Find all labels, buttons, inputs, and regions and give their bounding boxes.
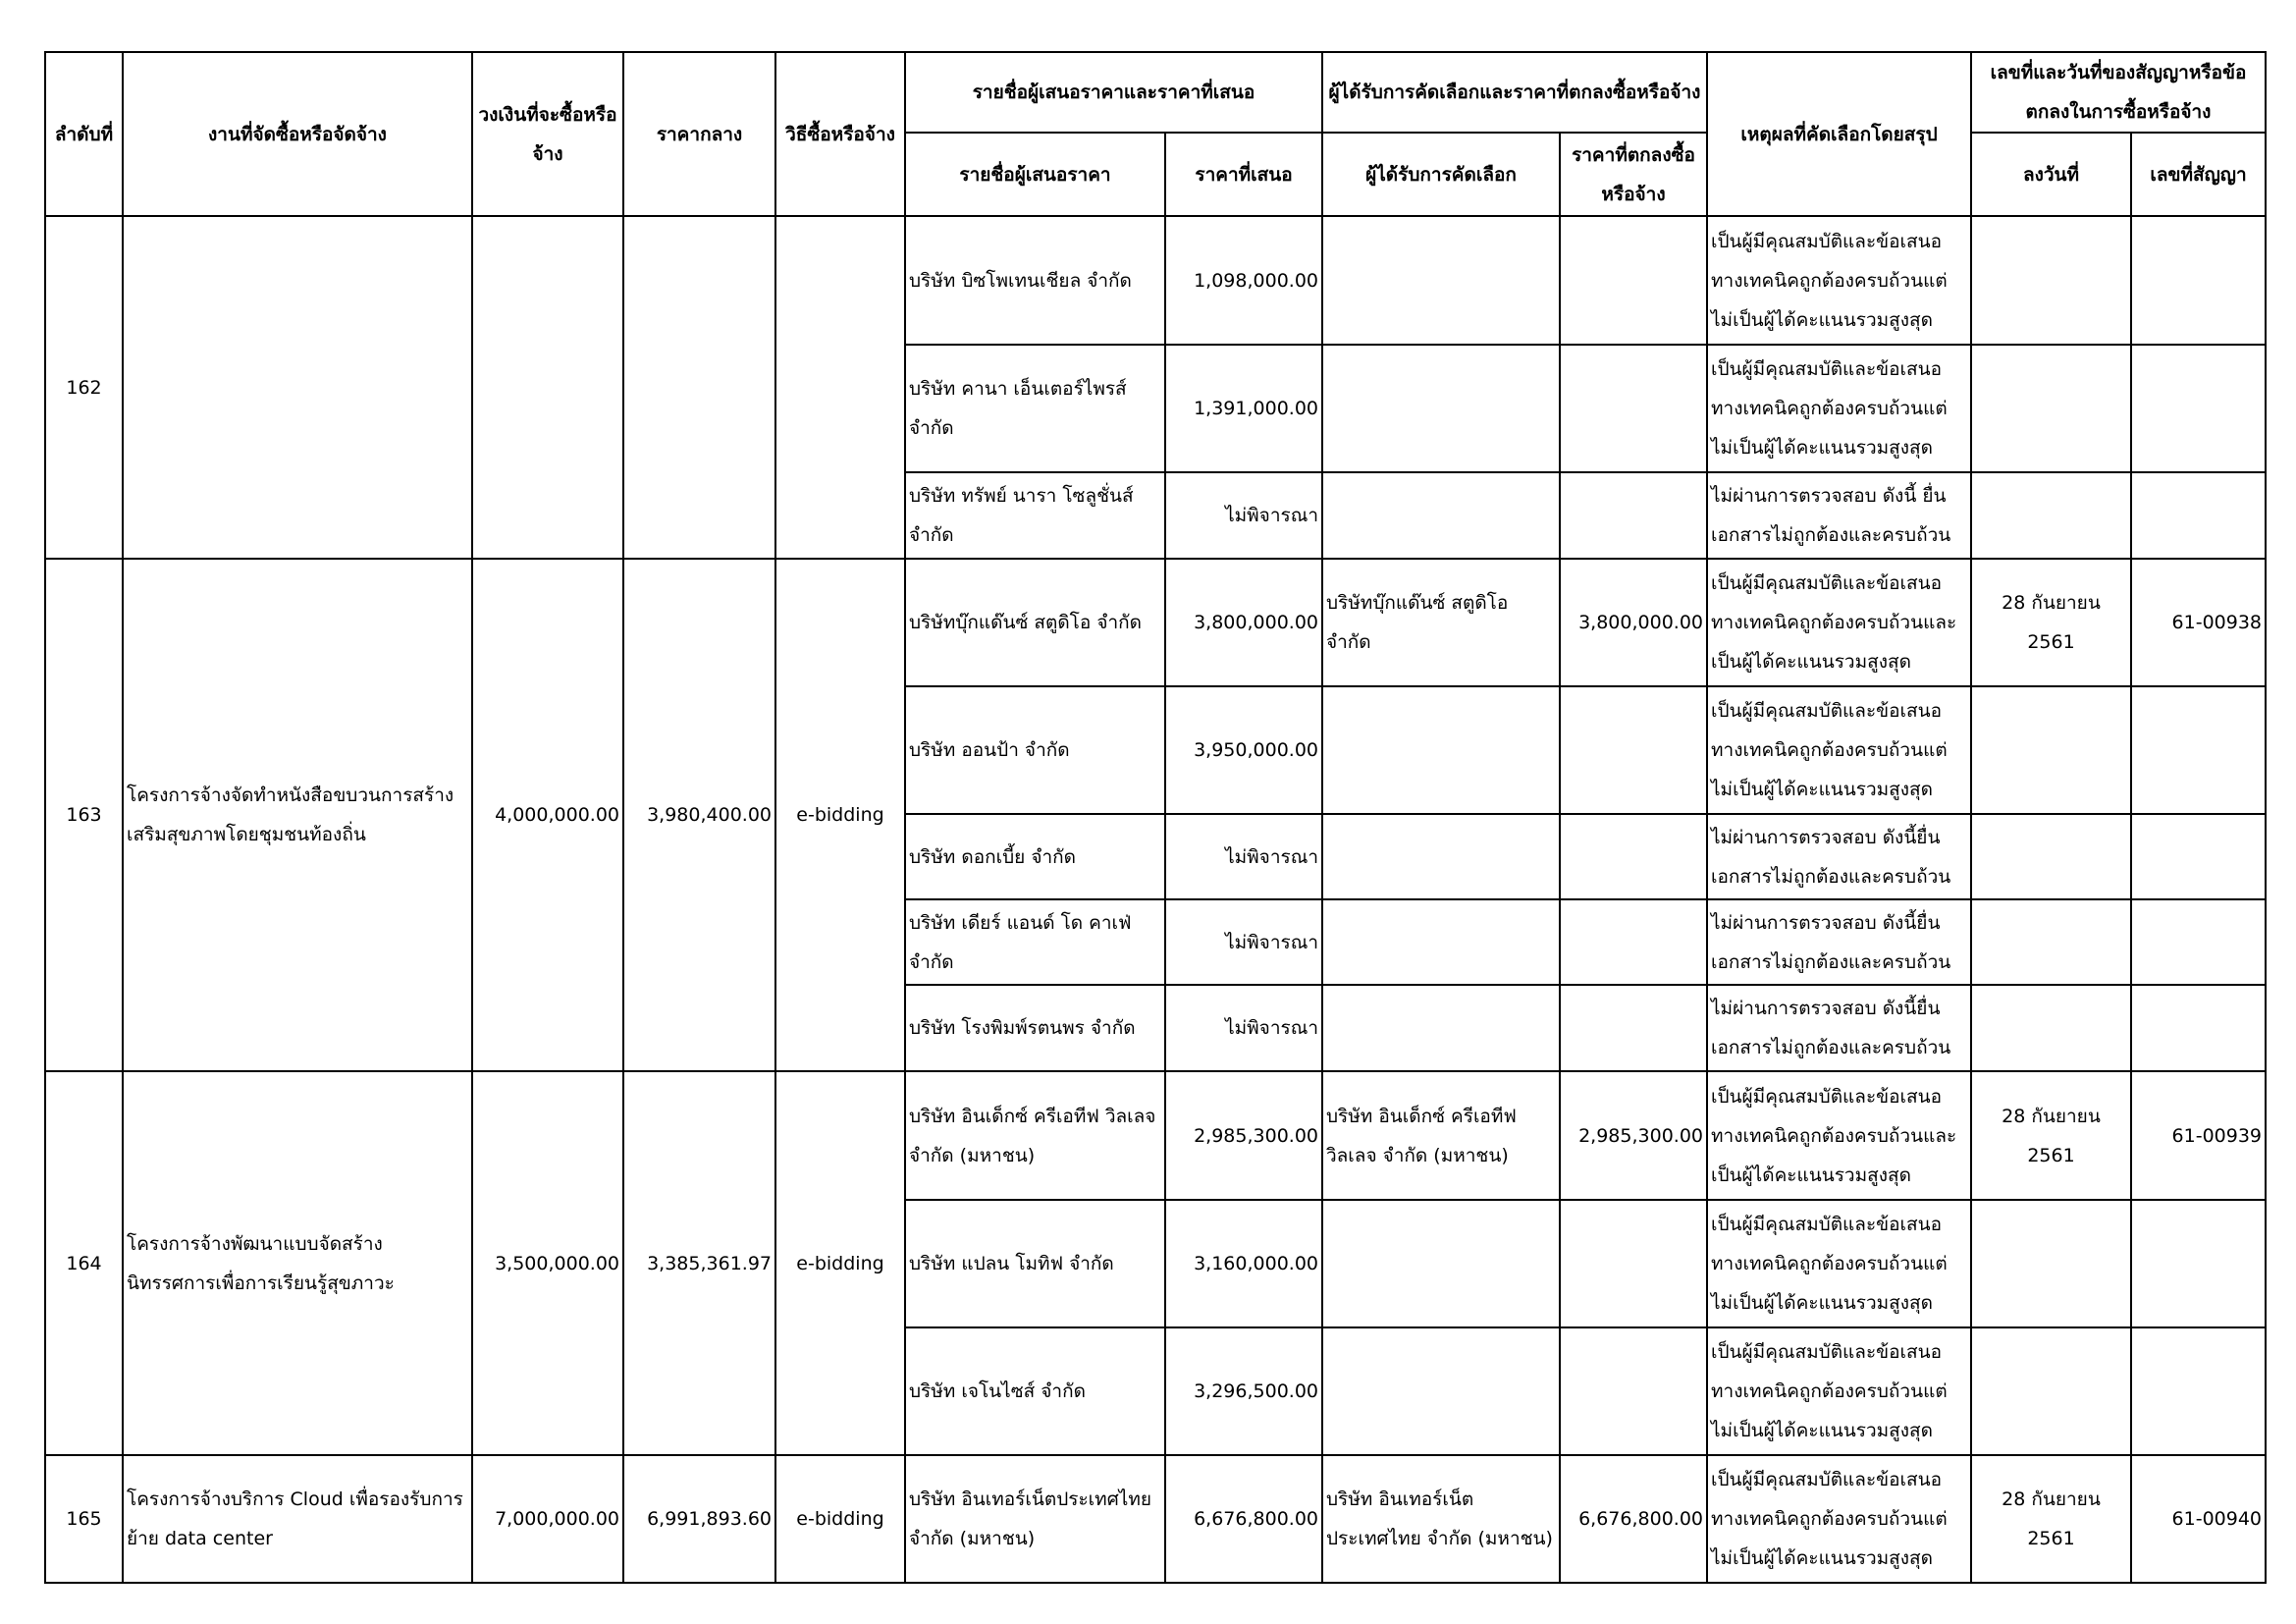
cell-method: e-bidding — [775, 1071, 905, 1455]
header-agreed-price: ราคาที่ตกลงซื้อหรือจ้าง — [1560, 133, 1707, 216]
cell-reason: เป็นผู้มีคุณสมบัติและข้อเสนอทางเทคนิคถูกต้องครบถ้วนแต่ไม่เป็นผู้ได้คะแนนรวมสูงสุด — [1707, 686, 1971, 814]
cell-reason: เป็นผู้มีคุณสมบัติและข้อเสนอทางเทคนิคถูกต้องครบถ้วนและเป็นผู้ได้คะแนนรวมสูงสุด — [1707, 1071, 1971, 1200]
header-contract-no: เลขที่สัญญา — [2131, 133, 2266, 216]
cell-contract-no: 61-00939 — [2131, 1071, 2266, 1200]
cell-bid-price: ไม่พิจารณา — [1165, 899, 1322, 985]
cell-project: โครงการจ้างบริการ Cloud เพื่อรองรับการย้าย data center — [123, 1455, 472, 1583]
cell-agreed-price — [1560, 686, 1707, 814]
cell-contract-date — [1971, 472, 2131, 559]
cell-selected-name — [1322, 216, 1560, 345]
cell-project — [123, 216, 472, 559]
cell-selected-name — [1322, 345, 1560, 472]
cell-selected-name — [1322, 686, 1560, 814]
header-contract-group: เลขที่และวันที่ของสัญญาหรือข้อตกลงในการซื้อหรือจ้าง — [1971, 52, 2266, 133]
cell-bidder-name: บริษัท บิซโพเทนเชียล จำกัด — [905, 216, 1165, 345]
cell-bidder-name: บริษัท เจโนไซส์ จำกัด — [905, 1327, 1165, 1455]
cell-contract-no — [2131, 899, 2266, 985]
cell-bidder-name: บริษัท ออนป้า จำกัด — [905, 686, 1165, 814]
cell-selected-name — [1322, 899, 1560, 985]
cell-contract-date — [1971, 814, 2131, 899]
cell-contract-no — [2131, 1327, 2266, 1455]
cell-selected-name — [1322, 472, 1560, 559]
header-contract-date: ลงวันที่ — [1971, 133, 2131, 216]
cell-selected-name — [1322, 1200, 1560, 1327]
cell-method — [775, 216, 905, 559]
cell-median-price — [623, 216, 775, 559]
cell-reason: เป็นผู้มีคุณสมบัติและข้อเสนอทางเทคนิคถูกต้องครบถ้วนแต่ไม่เป็นผู้ได้คะแนนรวมสูงสุด — [1707, 1455, 1971, 1583]
cell-bid-price: 1,098,000.00 — [1165, 216, 1322, 345]
cell-seq: 162 — [45, 216, 123, 559]
cell-budget — [472, 216, 623, 559]
cell-reason: ไม่ผ่านการตรวจสอบ ดังนี้ยื่นเอกสารไม่ถูกต้องและครบถ้วน — [1707, 899, 1971, 985]
cell-bid-price: 3,160,000.00 — [1165, 1200, 1322, 1327]
cell-bidder-name: บริษัท แปลน โมทิฟ จำกัด — [905, 1200, 1165, 1327]
cell-bid-price: 6,676,800.00 — [1165, 1455, 1322, 1583]
cell-contract-no — [2131, 345, 2266, 472]
cell-selected-name: บริษัทบุ๊กแด๊นซ์ สตูดิโอ จำกัด — [1322, 559, 1560, 686]
cell-agreed-price — [1560, 216, 1707, 345]
header-reason: เหตุผลที่คัดเลือกโดยสรุป — [1707, 52, 1971, 216]
cell-bid-price: 3,800,000.00 — [1165, 559, 1322, 686]
table-body — [45, 216, 2266, 1583]
cell-budget: 7,000,000.00 — [472, 1455, 623, 1583]
cell-reason: ไม่ผ่านการตรวจสอบ ดังนี้ยื่นเอกสารไม่ถูกต้องและครบถ้วน — [1707, 814, 1971, 899]
cell-selected-name: บริษัท อินเด็กซ์ ครีเอทีฟ วิลเลจ จำกัด (มหาชน) — [1322, 1071, 1560, 1200]
header-method: วิธีซื้อหรือจ้าง — [775, 52, 905, 216]
cell-budget: 4,000,000.00 — [472, 559, 623, 1071]
cell-budget: 3,500,000.00 — [472, 1071, 623, 1455]
header-bid-price: ราคาที่เสนอ — [1165, 133, 1322, 216]
cell-reason: เป็นผู้มีคุณสมบัติและข้อเสนอทางเทคนิคถูกต้องครบถ้วนแต่ไม่เป็นผู้ได้คะแนนรวมสูงสุด — [1707, 216, 1971, 345]
cell-seq: 163 — [45, 559, 123, 1071]
cell-median-price: 6,991,893.60 — [623, 1455, 775, 1583]
header-budget: วงเงินที่จะซื้อหรือจ้าง — [472, 52, 623, 216]
header-selected-name: ผู้ได้รับการคัดเลือก — [1322, 133, 1560, 216]
cell-agreed-price — [1560, 985, 1707, 1071]
cell-seq: 164 — [45, 1071, 123, 1455]
cell-contract-date — [1971, 686, 2131, 814]
cell-bidder-name: บริษัท คานา เอ็นเตอร์ไพรส์ จำกัด — [905, 345, 1165, 472]
header-median-price: ราคากลาง — [623, 52, 775, 216]
cell-bid-price: ไม่พิจารณา — [1165, 472, 1322, 559]
cell-agreed-price — [1560, 814, 1707, 899]
cell-bid-price: 1,391,000.00 — [1165, 345, 1322, 472]
cell-contract-no: 61-00938 — [2131, 559, 2266, 686]
cell-bid-price: 2,985,300.00 — [1165, 1071, 1322, 1200]
cell-contract-no — [2131, 814, 2266, 899]
cell-bid-price: ไม่พิจารณา — [1165, 814, 1322, 899]
cell-bid-price: 3,296,500.00 — [1165, 1327, 1322, 1455]
cell-bidder-name: บริษัท ดอกเบี้ย จำกัด — [905, 814, 1165, 899]
cell-contract-no — [2131, 985, 2266, 1071]
cell-bidder-name: บริษัท เดียร์ แอนด์ โด คาเฟ่ จำกัด — [905, 899, 1165, 985]
cell-selected-name — [1322, 985, 1560, 1071]
cell-selected-name — [1322, 1327, 1560, 1455]
cell-contract-date — [1971, 216, 2131, 345]
header-bidders-group: รายชื่อผู้เสนอราคาและราคาที่เสนอ — [905, 52, 1322, 133]
cell-reason: เป็นผู้มีคุณสมบัติและข้อเสนอทางเทคนิคถูกต้องครบถ้วนแต่ไม่เป็นผู้ได้คะแนนรวมสูงสุด — [1707, 345, 1971, 472]
cell-bid-price: ไม่พิจารณา — [1165, 985, 1322, 1071]
cell-bidder-name: บริษัทบุ๊กแด๊นซ์ สตูดิโอ จำกัด — [905, 559, 1165, 686]
cell-bidder-name: บริษัท อินเด็กซ์ ครีเอทีฟ วิลเลจ จำกัด (มหาชน) — [905, 1071, 1165, 1200]
cell-contract-date — [1971, 345, 2131, 472]
cell-contract-date — [1971, 1200, 2131, 1327]
cell-median-price: 3,980,400.00 — [623, 559, 775, 1071]
cell-bidder-name: บริษัท โรงพิมพ์รตนพร จำกัด — [905, 985, 1165, 1071]
header-seq: ลำดับที่ — [45, 52, 123, 216]
header-selected-group: ผู้ได้รับการคัดเลือกและราคาที่ตกลงซื้อหรือจ้าง — [1322, 52, 1707, 133]
cell-contract-no — [2131, 216, 2266, 345]
cell-contract-date — [1971, 985, 2131, 1071]
cell-agreed-price: 2,985,300.00 — [1560, 1071, 1707, 1200]
cell-agreed-price: 6,676,800.00 — [1560, 1455, 1707, 1583]
cell-selected-name — [1322, 814, 1560, 899]
cell-seq: 165 — [45, 1455, 123, 1583]
cell-selected-name: บริษัท อินเทอร์เน็ตประเทศไทย จำกัด (มหาชน) — [1322, 1455, 1560, 1583]
cell-contract-date: 28 กันยายน 2561 — [1971, 1455, 2131, 1583]
cell-reason: เป็นผู้มีคุณสมบัติและข้อเสนอทางเทคนิคถูกต้องครบถ้วนแต่ไม่เป็นผู้ได้คะแนนรวมสูงสุด — [1707, 1200, 1971, 1327]
cell-reason: ไม่ผ่านการตรวจสอบ ดังนี้ ยื่นเอกสารไม่ถูกต้องและครบถ้วน — [1707, 472, 1971, 559]
cell-reason: เป็นผู้มีคุณสมบัติและข้อเสนอทางเทคนิคถูกต้องครบถ้วนและเป็นผู้ได้คะแนนรวมสูงสุด — [1707, 559, 1971, 686]
cell-contract-no — [2131, 686, 2266, 814]
cell-agreed-price — [1560, 345, 1707, 472]
cell-bidder-name: บริษัท อินเทอร์เน็ตประเทศไทย จำกัด (มหาชน) — [905, 1455, 1165, 1583]
cell-project: โครงการจ้างจัดทำหนังสือขบวนการสร้างเสริมสุขภาพโดยชุมชนท้องถิ่น — [123, 559, 472, 1071]
cell-agreed-price: 3,800,000.00 — [1560, 559, 1707, 686]
cell-contract-date — [1971, 899, 2131, 985]
header-bidder-name: รายชื่อผู้เสนอราคา — [905, 133, 1165, 216]
cell-contract-date: 28 กันยายน 2561 — [1971, 1071, 2131, 1200]
procurement-table — [44, 51, 2267, 1584]
cell-method: e-bidding — [775, 1455, 905, 1583]
cell-median-price: 3,385,361.97 — [623, 1071, 775, 1455]
cell-contract-no: 61-00940 — [2131, 1455, 2266, 1583]
cell-bid-price: 3,950,000.00 — [1165, 686, 1322, 814]
cell-contract-date: 28 กันยายน 2561 — [1971, 559, 2131, 686]
header-project: งานที่จัดซื้อหรือจัดจ้าง — [123, 52, 472, 216]
cell-contract-date — [1971, 1327, 2131, 1455]
cell-method: e-bidding — [775, 559, 905, 1071]
cell-agreed-price — [1560, 1327, 1707, 1455]
cell-agreed-price — [1560, 472, 1707, 559]
cell-agreed-price — [1560, 899, 1707, 985]
cell-reason: ไม่ผ่านการตรวจสอบ ดังนี้ยื่นเอกสารไม่ถูกต้องและครบถ้วน — [1707, 985, 1971, 1071]
cell-project: โครงการจ้างพัฒนาแบบจัดสร้างนิทรรศการเพื่อการเรียนรู้สุขภาวะ — [123, 1071, 472, 1455]
cell-bidder-name: บริษัท ทรัพย์ นารา โซลูชั่นส์ จำกัด — [905, 472, 1165, 559]
cell-contract-no — [2131, 472, 2266, 559]
cell-reason: เป็นผู้มีคุณสมบัติและข้อเสนอทางเทคนิคถูกต้องครบถ้วนแต่ไม่เป็นผู้ได้คะแนนรวมสูงสุด — [1707, 1327, 1971, 1455]
cell-contract-no — [2131, 1200, 2266, 1327]
cell-agreed-price — [1560, 1200, 1707, 1327]
